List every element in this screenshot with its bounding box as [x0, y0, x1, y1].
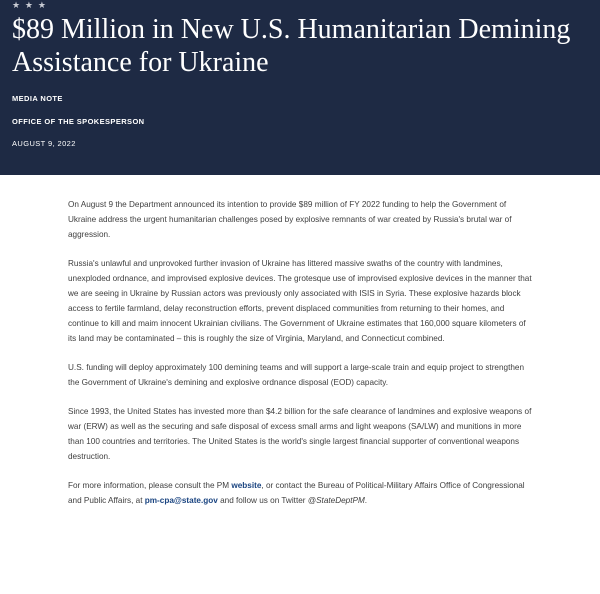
paragraph-1: On August 9 the Department announced its intention to provide $89 million of FY 2022 funding to help the Government of Ukraine address the urgent humanitarian challenges posed by explosive remnants of war created by Russia's brutal war of aggression. [68, 200, 512, 239]
article-body [68, 197, 534, 522]
page-title: $89 Million in New U.S. Humanitarian Demining Assistance for Ukraine [12, 14, 571, 78]
website-link[interactable]: website [231, 481, 262, 490]
twitter-handle[interactable]: @StateDeptPM [307, 496, 365, 505]
paragraph-4: Since 1993, the United States has invested more than $4.2 billion for the safe clearance of landmines and explosive weapons of war (ERW) as well as the securing and safe disposal of excess small arms and light weapons (SA/LW) and munitions in more than 100 countries and territories. The United States is the world's single largest financial supporter of conventional weapons destruction. [68, 407, 532, 461]
paragraph-3: U.S. funding will deploy approximately 100 demining teams and will support a large-scale train and equip project to strengthen the Government of Ukraine's demining and explosive ordnance disposal (EOD) capacity. [68, 363, 525, 387]
date-label: AUGUST 9, 2022 [12, 139, 76, 148]
paragraph-5 [68, 478, 534, 508]
paragraph-5-text-4: . [364, 496, 368, 505]
stars-icon: ★ ★ ★ [12, 1, 47, 11]
paragraph-5-text-2: , or contact the Bureau of Political-Military Affairs Office of Congressional and Public Affairs, at [68, 481, 525, 505]
paragraph-5-text-1: For more information, please consult the PM [68, 481, 232, 490]
paragraph-2: Russia's unlawful and unprovoked further invasion of Ukraine has littered massive swaths of the country with landmines, unexploded ordnance, and improvised explosive devices. The grotesque use of improvised explosive devices in the manner that we are seeing in Ukraine by Russian actors was previously only associated with ISIS in Syria. These explosive hazards block access to fertile farmland, delay reconstruction efforts, prevent displaced communities from returning to their homes, and continue to kill and maim innocent Ukrainian civilians. The Government of Ukraine estimates that 160,000 square kilometers of its land may be contaminated – this is roughly the size of Virginia, Maryland, and Connecticut combined. [68, 259, 532, 343]
office-label: OFFICE OF THE SPOKESPERSON [12, 117, 145, 126]
page-header [0, 0, 600, 175]
paragraph-5-text-3: and follow us on Twitter [217, 496, 308, 505]
email-link[interactable]: pm-cpa@state.gov [144, 496, 218, 505]
doc-type-label: MEDIA NOTE [12, 94, 63, 103]
